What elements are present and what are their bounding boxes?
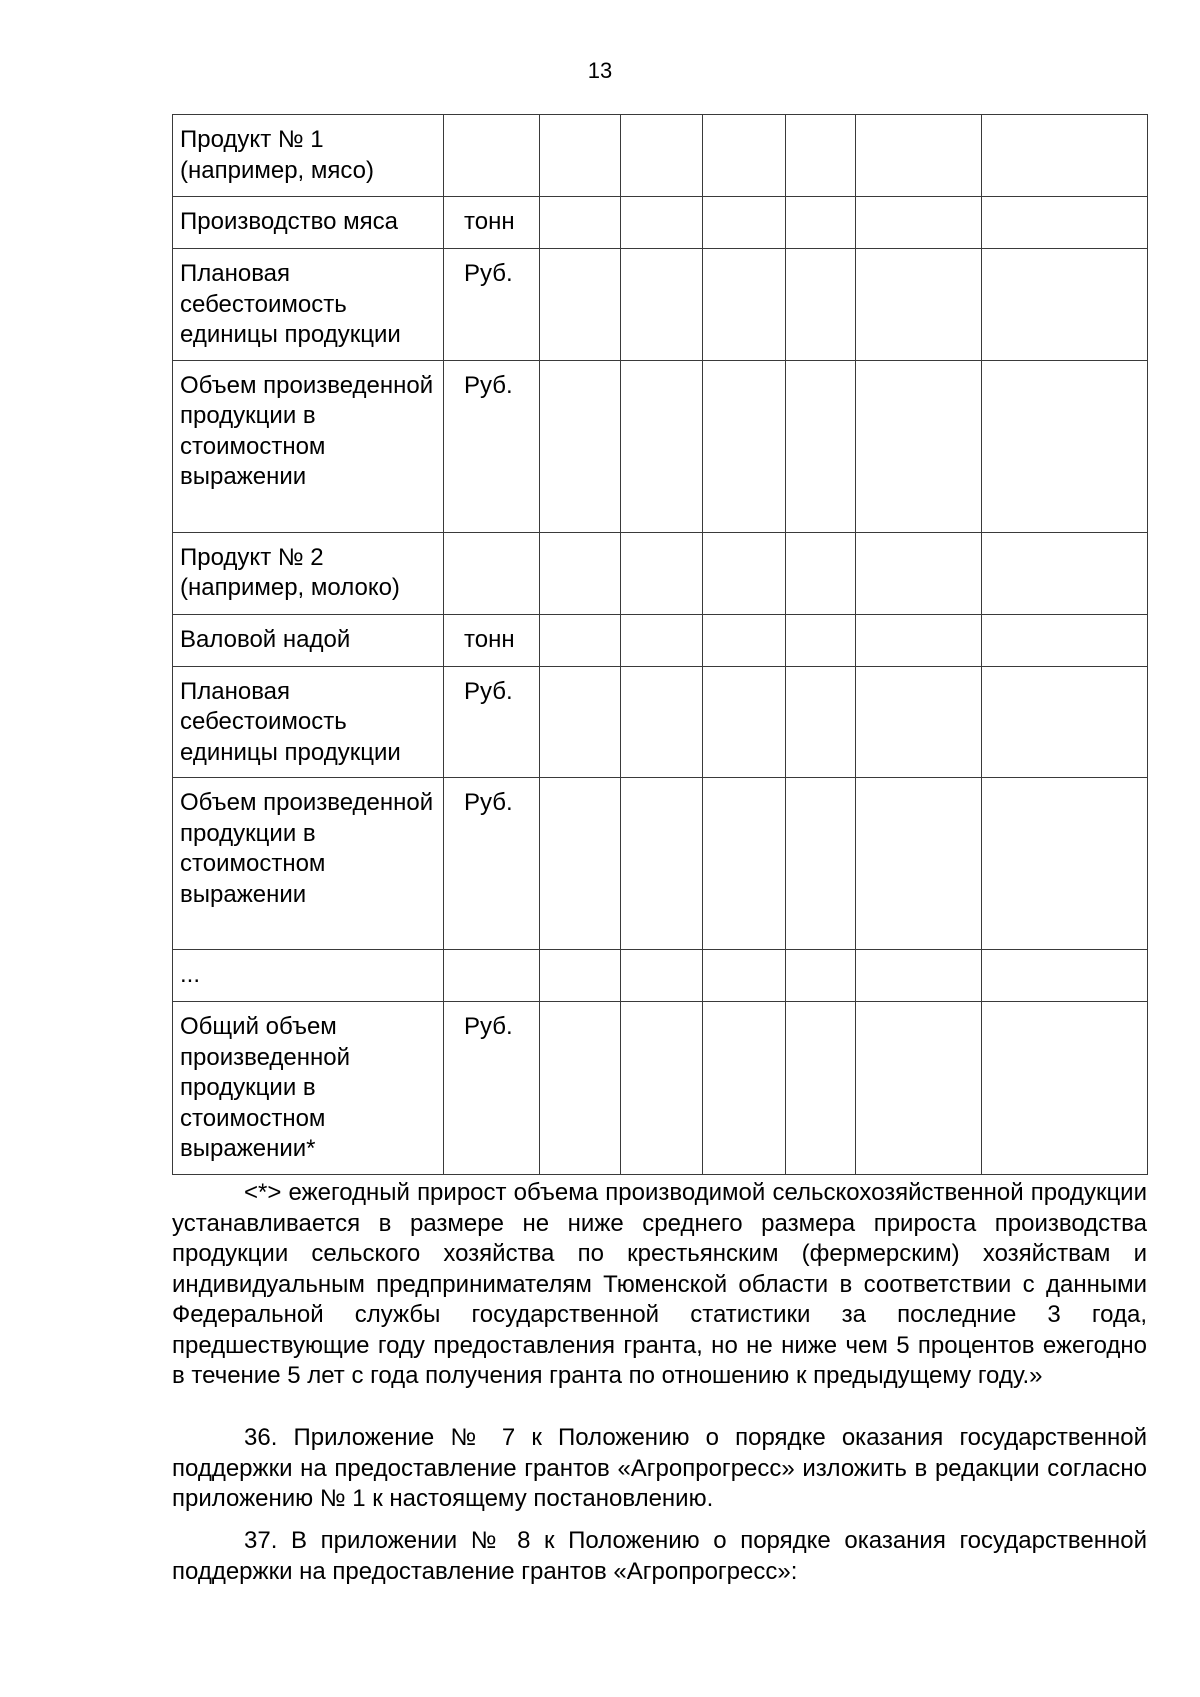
row-label: Объем произведенной продукции в стоимостном выражении	[173, 778, 444, 950]
row-unit: тонн	[444, 197, 540, 249]
empty-cell	[982, 1002, 1148, 1175]
empty-cell	[856, 249, 982, 361]
table-row	[173, 197, 1148, 249]
empty-cell	[982, 532, 1148, 614]
empty-cell	[703, 197, 786, 249]
row-unit: Руб.	[444, 666, 540, 778]
table-row	[173, 249, 1148, 361]
table-row	[173, 115, 1148, 197]
empty-cell	[982, 360, 1148, 532]
table-row	[173, 666, 1148, 778]
empty-cell	[621, 1002, 703, 1175]
row-label: Общий объем произведенной продукции в стоимостном выражении*	[173, 1002, 444, 1175]
empty-cell	[621, 197, 703, 249]
empty-cell	[856, 532, 982, 614]
empty-cell	[982, 115, 1148, 197]
empty-cell	[621, 115, 703, 197]
empty-cell	[786, 249, 856, 361]
row-label: Производство мяса	[173, 197, 444, 249]
empty-cell	[621, 950, 703, 1002]
empty-cell	[703, 115, 786, 197]
empty-cell	[540, 614, 621, 666]
empty-cell	[703, 666, 786, 778]
table-row	[173, 950, 1148, 1002]
empty-cell	[703, 360, 786, 532]
empty-cell	[982, 950, 1148, 1002]
paragraph-37: 37. В приложении № 8 к Положению о порядке оказания государственной поддержки на предоставление грантов «Агропрогресс»:	[172, 1527, 1147, 1585]
table-row	[173, 614, 1148, 666]
empty-cell	[540, 950, 621, 1002]
row-label: Объем произведенной продукции в стоимостном выражении	[173, 360, 444, 532]
empty-cell	[856, 1002, 982, 1175]
empty-cell	[540, 197, 621, 249]
empty-cell	[540, 249, 621, 361]
table-row	[173, 360, 1148, 532]
page-number: 13	[587, 58, 613, 83]
empty-cell	[856, 360, 982, 532]
paragraph-36: 36. Приложение № 7 к Положению о порядке оказания государственной поддержки на предоставление грантов «Агропрогресс» изложить в редакции согласно приложению № 1 к настоящему постановлению.	[172, 1424, 1147, 1512]
empty-cell	[786, 778, 856, 950]
empty-cell	[786, 115, 856, 197]
empty-cell	[540, 666, 621, 778]
empty-cell	[982, 249, 1148, 361]
empty-cell	[540, 115, 621, 197]
row-label: ...	[173, 950, 444, 1002]
empty-cell	[540, 360, 621, 532]
table-row	[173, 532, 1148, 614]
table-row	[173, 778, 1148, 950]
row-label: Плановая себестоимость единицы продукции	[173, 249, 444, 361]
empty-cell	[703, 1002, 786, 1175]
empty-cell	[540, 532, 621, 614]
empty-cell	[982, 666, 1148, 778]
empty-cell	[621, 666, 703, 778]
empty-cell	[703, 950, 786, 1002]
empty-cell	[856, 950, 982, 1002]
empty-cell	[786, 360, 856, 532]
empty-cell	[703, 532, 786, 614]
row-unit	[444, 950, 540, 1002]
empty-cell	[786, 197, 856, 249]
empty-cell	[540, 778, 621, 950]
row-label: Валовой надой	[173, 614, 444, 666]
empty-cell	[703, 778, 786, 950]
row-label: Продукт № 1 (например, мясо)	[173, 115, 444, 197]
empty-cell	[540, 1002, 621, 1175]
empty-cell	[703, 614, 786, 666]
empty-cell	[982, 778, 1148, 950]
row-unit	[444, 532, 540, 614]
empty-cell	[856, 614, 982, 666]
empty-cell	[786, 614, 856, 666]
empty-cell	[786, 950, 856, 1002]
row-unit: Руб.	[444, 778, 540, 950]
footnote: <*> ежегодный прирост объема производимой сельскохозяйственной продукции устанавливается в размере не ниже среднего размера прироста производства продукции сельского хозяйства по крестьянским (фермерским) хозяйствам и индивидуальным предпринимателям Тюменской области в соответствии с данными Федеральной службы государственной статистики за последние 3 года, предшествующие году предоставления гранта, но не ниже чем 5 процентов ежегодно в течение 5 лет с года получения гранта по отношению к предыдущему году.»	[172, 1179, 1147, 1389]
empty-cell	[786, 532, 856, 614]
empty-cell	[856, 197, 982, 249]
empty-cell	[786, 666, 856, 778]
row-unit	[444, 115, 540, 197]
empty-cell	[786, 1002, 856, 1175]
empty-cell	[982, 614, 1148, 666]
empty-cell	[703, 249, 786, 361]
empty-cell	[621, 532, 703, 614]
empty-cell	[856, 778, 982, 950]
production-table	[172, 114, 1148, 1175]
row-unit: тонн	[444, 614, 540, 666]
empty-cell	[621, 360, 703, 532]
empty-cell	[982, 197, 1148, 249]
empty-cell	[621, 614, 703, 666]
row-unit: Руб.	[444, 360, 540, 532]
row-label: Плановая себестоимость единицы продукции	[173, 666, 444, 778]
empty-cell	[856, 666, 982, 778]
row-unit: Руб.	[444, 249, 540, 361]
empty-cell	[856, 115, 982, 197]
empty-cell	[621, 778, 703, 950]
table-row	[173, 1002, 1148, 1175]
empty-cell	[621, 249, 703, 361]
row-unit: Руб.	[444, 1002, 540, 1175]
row-label: Продукт № 2 (например, молоко)	[173, 532, 444, 614]
